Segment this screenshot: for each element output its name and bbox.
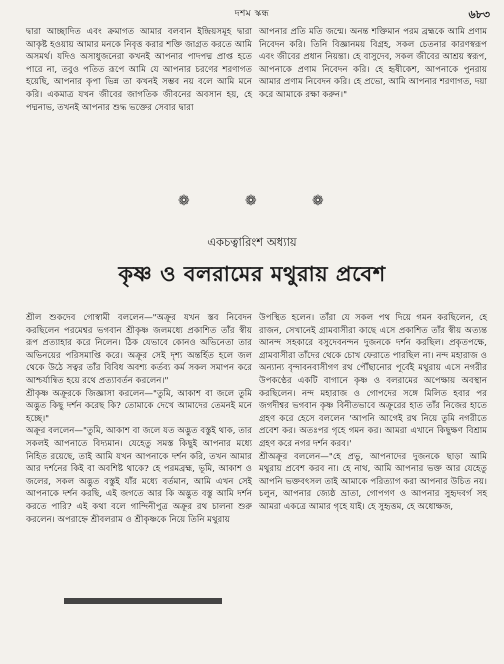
body-left-column [26,312,252,526]
highlight-bar [64,598,222,604]
top-right-column [259,26,487,102]
flower-ornament-icon: ❁ [178,193,190,209]
chapter-title: কৃষ্ণ ও বলরামের মথুরায় প্রবেশ [118,261,386,286]
chapter-label: একচত্বারিংশ অধ্যায় [207,235,297,249]
flower-ornament-icon: ❁ [245,193,257,209]
page-number: ৬৮৩ [468,8,490,21]
page-header [0,6,504,22]
body-text-right: উপস্থিত হলেন। তাঁরা যে সকল পথ দিয়ে গমন করছিলেন, হে রাজন, সেখানেই গ্রামবাসীরা কাছে এসে প্রকাশিত তাঁর স্বীয় অত্যন্ত আনন্দ সহকারে বসুদেবনন্দন দুজনকে দর্শন করছিল। প্রকৃতপক্ষে, গ্রামবাসীরা তাঁদের থেকে চোখ ফেরাতে পারছিল না। নন্দ মহারাজ ও অন্যান্য বৃন্দাবনবাসীগণ রথ পৌঁছানোর পূর্বেই মথুরায় এসে নগরীর উপকণ্ঠের একটি বাগানে কৃষ্ণ ও বলরামের অপেক্ষায় অবস্থান করছিলেন। নন্দ মহারাজ ও গোপদের সঙ্গে মিলিত হবার পর জগদীশ্বর ভগবান কৃষ্ণ বিনীতভাবে অক্রূরের হাত তাঁর নিজের হাতে গ্রহণ করে হেসে বললেন 'আপনি আগেই রথ নিয়ে তুমি নগরীতে প্রবেশ কর। অতঃপর গৃহে গমন কর। আমরা এখানে কিছুক্ষণ বিশ্রাম গ্রহণ করে নগর দর্শন করব।' শ্রীঅক্রূর বললেন—"হে প্রভু, আপনাদের দুজনকে ছাড়া আমি মথুরায় প্রবেশ করব না। হে নাথ, আমি আপনার ভক্ত আর যেহেতু আপনি ভক্তবৎসল তাই আমাকে পরিত্যাগ করা আপনার উচিত নয়। চলুন, আপনার জ্যেষ্ঠ ভ্রাতা, গোপগণ ও আপনার সুহৃদবর্গ সহ আমরা একত্রে আমার গৃহে যাই। হে সুহৃত্তম, হে অধোক্ষজ, [259,313,487,512]
body-text-left: শ্রীল শুকদেব গোস্বামী বললেন—"অক্রূর যখন স্তব নিবেদন করছিলেন পরমেশ্বর ভগবান শ্রীকৃষ্ণ জলমধ্যে প্রকাশিত তাঁর স্বীয় রূপ প্রত্যাহার করে নিলেন। ঠিক যেভাবে কোনও অভিনেতা তার অভিনয়ের পরিসমাপ্তি করে। অক্রূর সেই দৃশ্য অন্তর্হিত হলে জল থেকে উঠে সত্বর তাঁর বিবিধ অবশ্য কর্তব্য কর্ম সকল সমাপন করে আশ্চর্যান্বিত হয়ে রথে প্রত্যাবর্তন করলেন।" শ্রীকৃষ্ণ অক্রূরকে জিজ্ঞাসা করলেন—"তুমি, আকাশ বা জলে তুমি অদ্ভুত কিছু দর্শন করেছ কি? তোমাকে দেখে আমাদের তেমনই মনে হচ্ছে।" অক্রূর বললেন—"তুমি, আকাশ বা জলে যত অদ্ভুত বস্তুই থাক, তার সকলই আপনাতে বিদ্যমান। যেহেতু সমস্ত কিছুই আপনার মধ্যে নিহিত রয়েছে, তাই আমি যখন আপনাকে দর্শন করি, তখন আমার আর দর্শনের কিই বা অবশিষ্ট থাকে? হে পরমব্রহ্ম, ভূমি, আকাশ ও জলের, সকল অদ্ভুত বস্তুই যাঁর মধ্যে বর্তমান, আমি এখন সেই আপনাকে দর্শন করছি, এই জগতে আর কি অদ্ভুত বস্তু আমি দর্শন করতে পারি? এই কথা বলে গান্দিনীপুত্র অক্রূর রথ চালনা শুরু করলেন। অপরাহ্নে শ্রীবলরাম ও শ্রীকৃষ্ণকে নিয়ে তিনি মথুরায় [26,313,252,525]
flower-ornament-icon: ❁ [312,193,324,209]
paragraph: আপনার প্রতি মতি জন্মে। অনন্ত শক্তিমান পরম ব্রহ্মকে আমি প্রণাম নিবেদন করি। তিনি বিজ্ঞানময় বিগ্রহ, সকল চেতনার কারণস্বরূপ এবং জীবের প্রধান নিয়ন্তা। হে বাসুদেব, সকল জীবের আশ্রয় স্বরূপ, আপনাকে প্রণাম নিবেদন করি। হে হৃষীকেশ, আপনাকে পুনরায় আমার প্রণাম নিবেদন করি। হে প্রভো, আমি আপনার শরণাগত, দয়া করে আমাকে রক্ষা করুন।" [259,27,487,100]
top-left-column [26,26,252,114]
running-title: দশম স্কন্ধ [234,9,270,19]
section-ornaments [0,193,504,211]
paragraph: দ্বারা আচ্ছাদিত এবং ক্রমাগত আমার বলবান ইন্দ্রিয়সমূহ দ্বারা আকৃষ্ট হওয়ায় আমার মনকে নিবৃত্ত করার শক্তি জাগ্রত করতে আমি অসমর্থ। যদিও অসাধুজনেরা কখনই আপনার পাদপদ্ম প্রাপ্ত হতে পারে না, তবুও পতিত রূপে আমি যে আপনার চরণের শরণাগত হয়েছি, আপনার কৃপা ভিন্ন তা কখনই সম্ভব নয় বলে আমি মনে করি। একমাত্র যখন জীবের জাগতিক জীবনের অবসান হয়, হে পদ্মনাভ, তখনই আপনার শুদ্ধ ভক্তের সেবার দ্বারা [26,27,252,113]
body-right-column [259,312,487,514]
